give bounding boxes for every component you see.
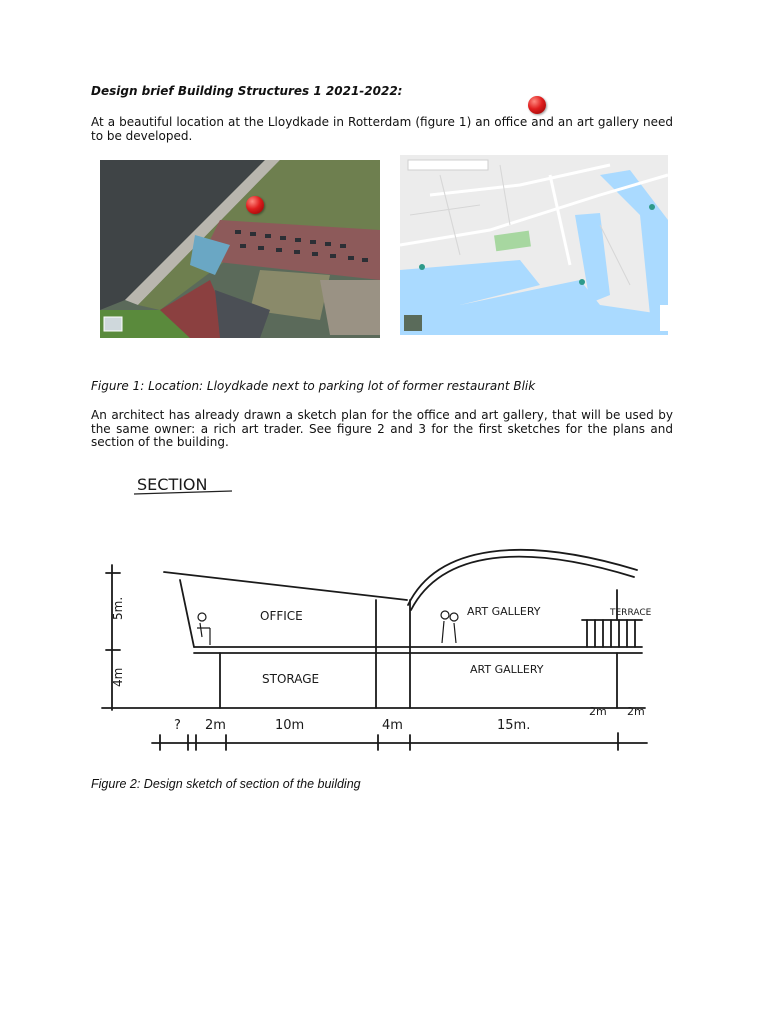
gallery-lower-label: ART GALLERY [470,663,544,676]
width-label-6: 2m [589,705,607,718]
section-sketch [92,465,662,760]
aerial-photo [100,160,380,338]
figure-1-caption: Figure 1: Location: Lloydkade next to parking lot of former restaurant Blik [91,379,536,393]
width-label-1: ? [174,718,181,733]
width-label-3: 10m [275,718,305,733]
figure-2-caption: Figure 2: Design sketch of section of the building [91,777,361,791]
aerial-marker-icon [246,196,264,214]
lower-height-label: 4m [111,667,125,687]
width-label-5: 15m. [497,718,531,733]
terrace-label: TERRACE [610,608,652,618]
document-title: Design brief Building Structures 1 2021-2022: [91,84,403,98]
width-label-2: 2m [205,718,226,733]
location-map [400,155,668,335]
storage-label: STORAGE [262,672,320,686]
intro-paragraph: At a beautiful location at the Lloydkade in Rotterdam (figure 1) an office and an art gallery need to be developed. [91,115,673,143]
paragraph-2: An architect has already drawn a sketch plan for the office and art gallery, that will be used by the same owner: a rich art trader. See figure 2 and 3 for the first sketches for the plans and section of the building. [91,408,673,449]
location-marker-icon [528,96,546,114]
gallery-upper-label: ART GALLERY [467,605,541,618]
upper-height-label: 5m. [111,596,125,620]
width-label-4: 4m [382,718,403,733]
office-label: OFFICE [260,609,303,623]
section-heading: SECTION [137,475,208,494]
width-label-7: 2m [627,705,645,718]
